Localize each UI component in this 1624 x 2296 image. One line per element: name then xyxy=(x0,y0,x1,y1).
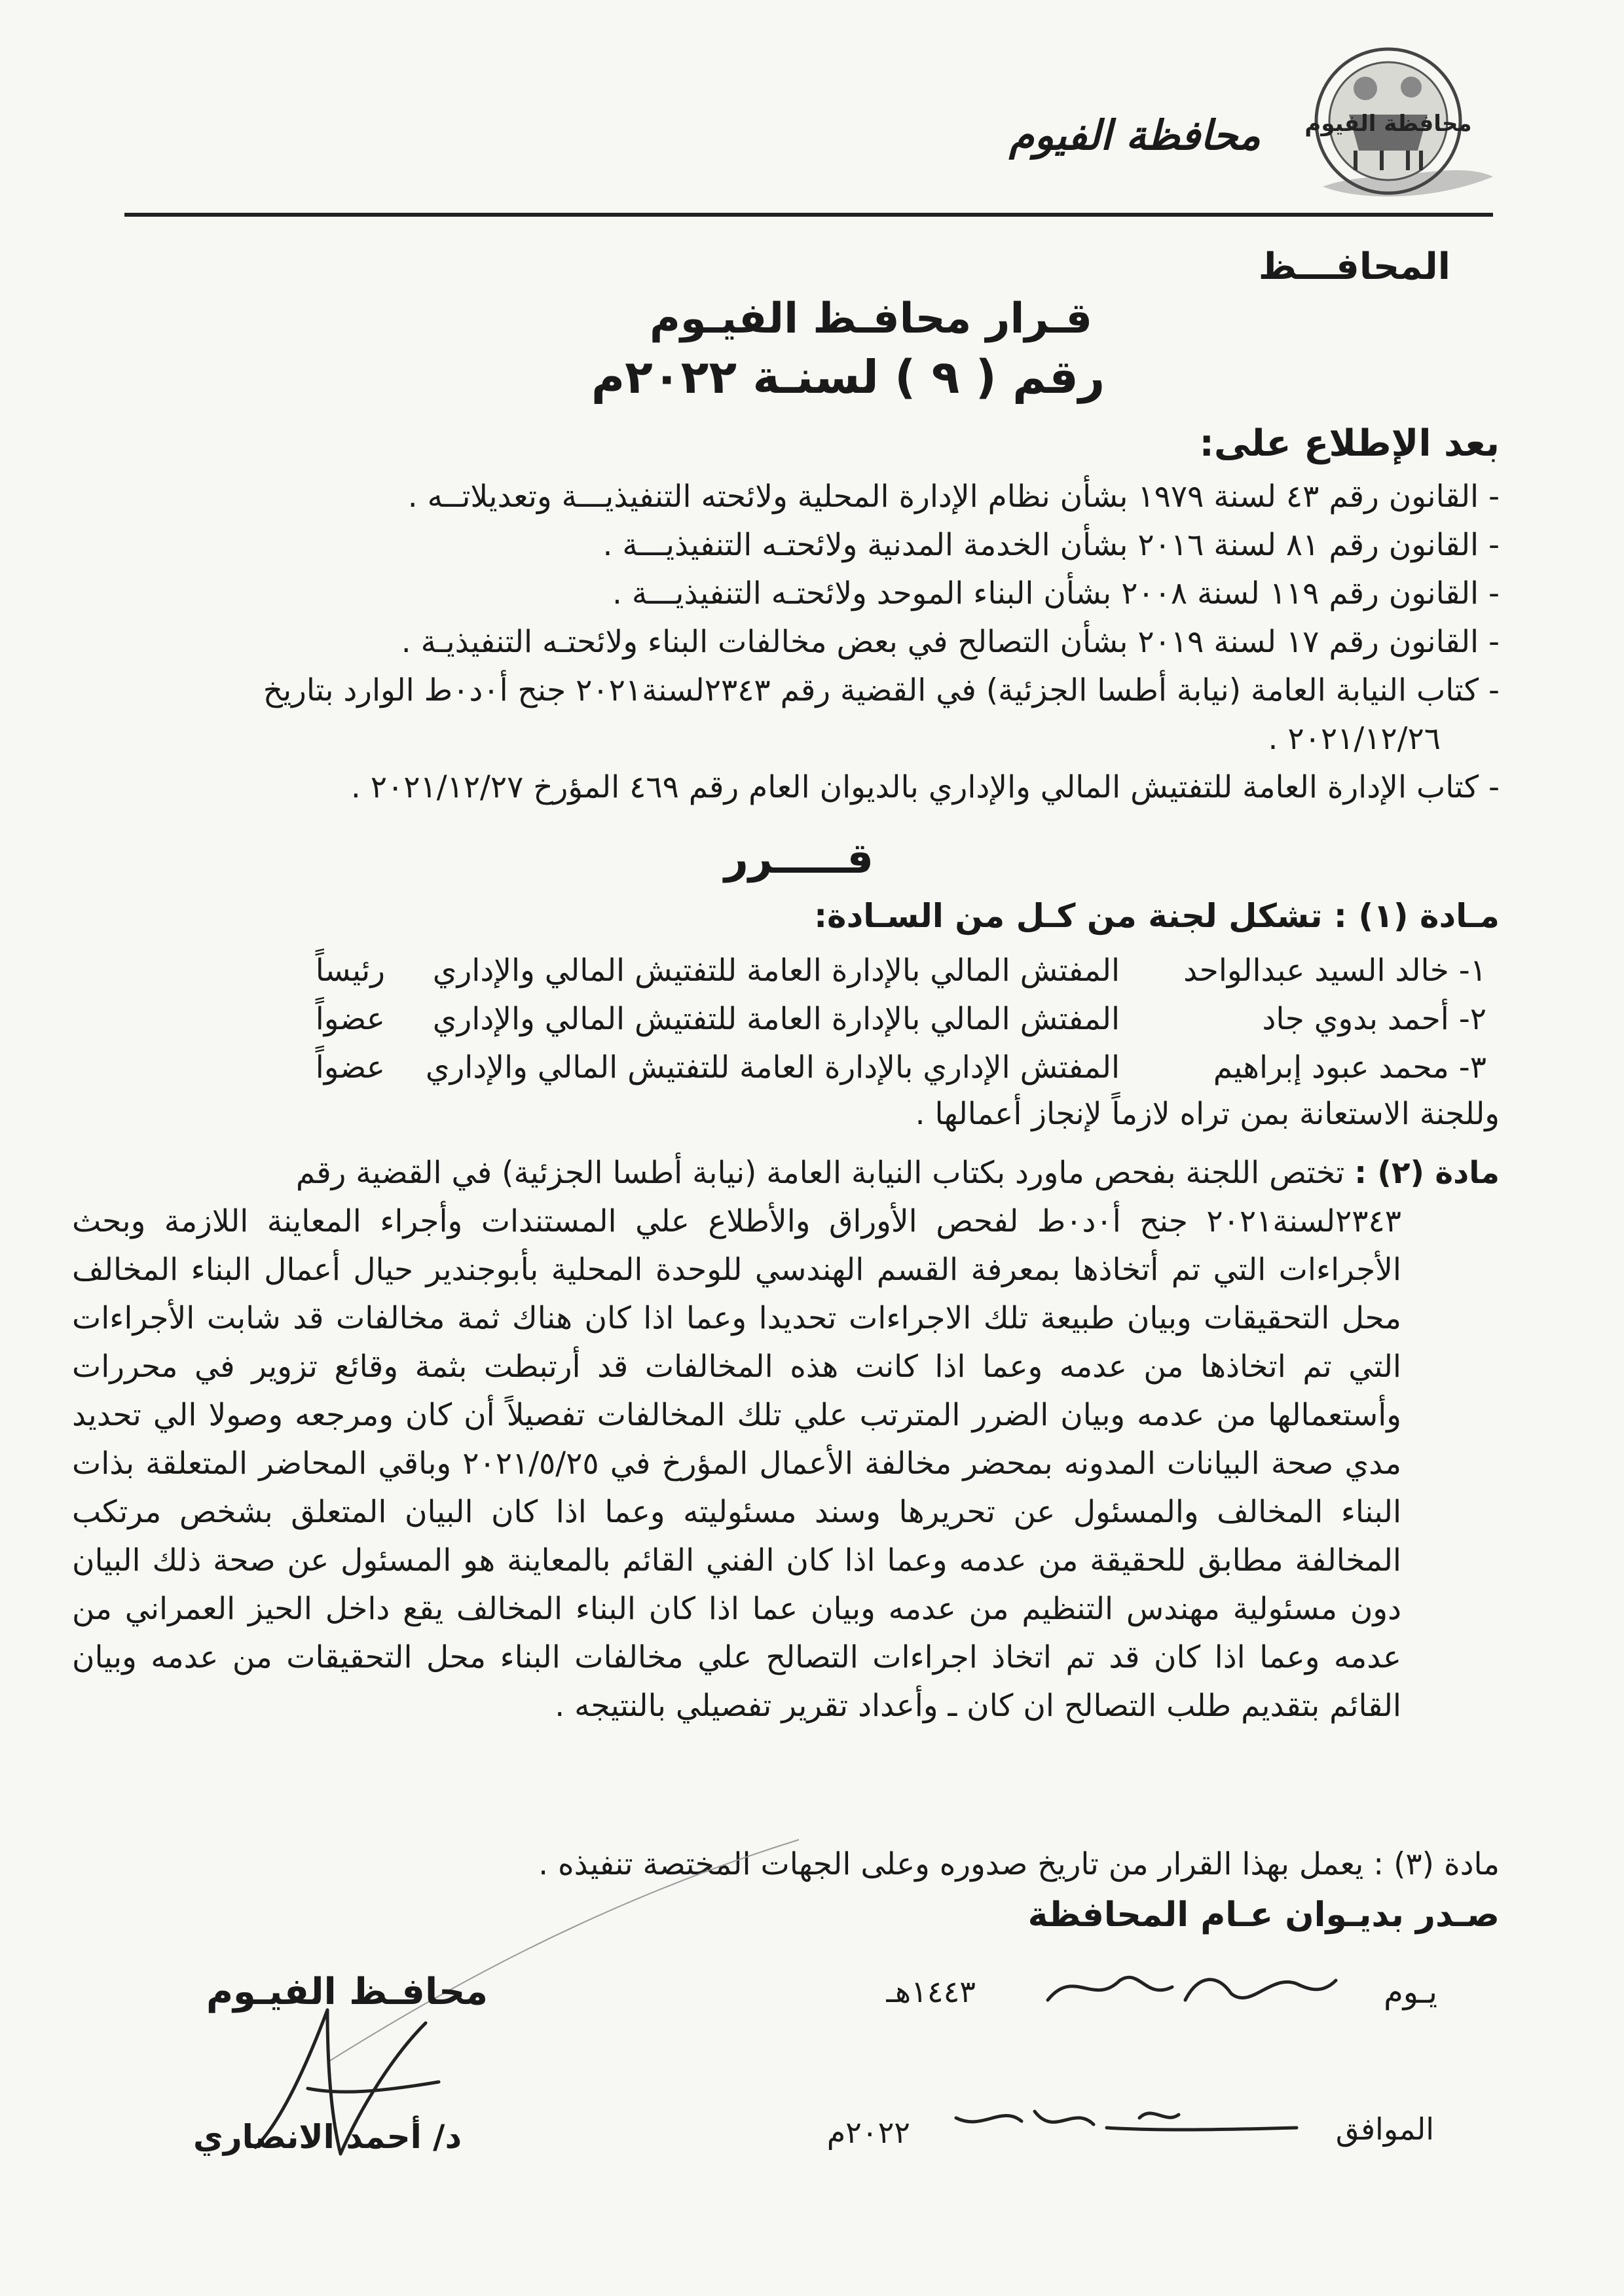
office-title: المحافـــظ xyxy=(1258,246,1450,288)
decided-heading: قـــــرر xyxy=(724,835,874,883)
article-2-first-line: تختص اللجنة بفحص ماورد بكتاب النيابة العامة (نيابة أطسا الجزئية) في القضية رقم xyxy=(295,1155,1345,1191)
issued-line: صـدر بديـوان عـام المحافظة xyxy=(1027,1895,1500,1935)
committee-members-table xyxy=(275,946,1500,1091)
reference-item: - القانون رقم ١٧ لسنة ٢٠١٩ بشأن التصالح في بعض مخالفات البناء ولائحتـه التنفيذيـة . xyxy=(401,624,1500,660)
references-list xyxy=(105,473,1500,812)
article-2-label: مادة (٢) : xyxy=(1354,1155,1500,1191)
committee-assistance-clause: وللجنة الاستعانة بمن تراه لازماً لإنجاز أعمالها . xyxy=(915,1096,1500,1132)
member-row xyxy=(275,994,1500,1043)
decree-title: قـرار محافـظ الفيـوم xyxy=(649,295,1093,343)
agree-prefix: الموافق xyxy=(1335,2111,1434,2147)
reference-item-continued: ٢٠٢١/١٢/٢٦ . xyxy=(1268,721,1441,757)
member-name: ٢- أحمد بدوي جاد xyxy=(1262,1000,1486,1037)
member-position: المفتش المالي بالإدارة العامة للتفتيش المالي والإداري xyxy=(432,952,1120,989)
reference-item: - كتاب الإدارة العامة للتفتيش المالي والإداري بالديوان العام رقم ٤٦٩ المؤرخ ٢٠٢١/١٢/٢٧ . xyxy=(350,769,1500,805)
member-role: عضواً xyxy=(315,1000,385,1037)
handwritten-hijri-date xyxy=(1035,1954,1342,2016)
member-row xyxy=(275,946,1500,994)
article-1-heading: مـادة (١) : تشكل لجنة من كـل من السـادة: xyxy=(814,897,1500,935)
member-position: المفتش المالي بالإدارة العامة للتفتيش المالي والإداري xyxy=(432,1000,1120,1037)
reference-item: - كتاب النيابة العامة (نيابة أطسا الجزئية) في القضية رقم ٢٣٤٣لسنة٢٠٢١ جنح أ٠د٠ط الوارد بتاريخ xyxy=(263,672,1500,708)
member-position: المفتش الإداري بالإدارة العامة للتفتيش المالي والإداري xyxy=(425,1049,1120,1085)
article-3: مادة (٣) : يعمل بهذا القرار من تاريخ صدوره وعلى الجهات المختصة تنفيذه . xyxy=(538,1846,1500,1882)
preamble-heading: بعد الإطلاع على: xyxy=(1199,422,1500,465)
reference-item: - القانون رقم ١١٩ لسنة ٢٠٠٨ بشأن البناء الموحد ولائحتـه التنفيذيـــة . xyxy=(612,575,1500,611)
article-2 xyxy=(72,1149,1500,1730)
member-name: ١- خالد السيد عبدالواحد xyxy=(1183,952,1486,989)
member-role: رئيساً xyxy=(315,952,385,989)
reference-item: - القانون رقم ٨١ لسنة ٢٠١٦ بشأن الخدمة المدنية ولائحتـه التنفيذيـــة . xyxy=(602,527,1500,563)
governorate-name: محافظة الفيوم xyxy=(1008,111,1261,159)
signatory-name: د/ أحمد الانصاري xyxy=(193,2118,462,2156)
header-divider xyxy=(124,213,1493,217)
signatory-title: محافـظ الفيـوم xyxy=(206,1971,489,2013)
gregorian-year: ٢٠٢٢م xyxy=(826,2115,910,2150)
hijri-year: ١٤٤٣هـ xyxy=(886,1974,976,2009)
reference-item: - القانون رقم ٤٣ لسنة ١٩٧٩ بشأن نظام الإدارة المحلية ولائحته التنفيذيـــة وتعديلاتــه . xyxy=(407,479,1500,515)
day-prefix: يـوم xyxy=(1384,1974,1437,2011)
seal-text: محافظة الفيوم xyxy=(1304,111,1472,137)
article-2-text: ٢٣٤٣لسنة٢٠٢١ جنح أ٠د٠ط لفحص الأوراق والأطلاع علي المستندات وأجراء المعاينة اللازمة وبحث الأجراءات التي تم أتخاذها بمعرفة القسم الهندسي للوحدة المحلية بأبوجندير حيال أعمال البناء المخالف محل التحقيقات وبيان طبيعة تلك الاجراءات تحديدا وعما اذا كان هناك ثمة مخالفات قد شابت الأجراءات التي تم اتخاذها من عدمه وعما اذا كانت هذه المخالفات قد أرتبطت بثمة وقائع تزوير في محررات وأستعمالها من عدمه وبيان الضرر المترتب علي تلك المخالفات تفصيلاً أن كان ومرجعه وصولا الي تحديد مدي صحة البيانات المدونه بمحضر مخالفة الأعمال المؤرخ في ٢٠٢١/٥/٢٥ وباقي المحاضر المتعلقة بذات البناء المخالف والمسئول عن تحريرها وسند مسئوليته وعما اذا كان البيان المتعلق بشخص مرتكب المخالفة مطابق للحقيقة من عدمه وعما اذا كان الفني القائم بالمعاينة هو المسئول عن صحة ذلك البيان دون مسئولية مهندس التنظيم من عدمه وبيان عما اذا كان البناء المخالف يقع داخل الحيز العمراني من عدمه وعما اذا كان قد تم اتخاذ اجراءات التصالح علي مخالفات البناء محل التحقيقات من عدمه وبيان القائم بتقديم طلب التصالح ان كان ـ وأعداد تقرير تفصيلي بالنتيجه . xyxy=(72,1203,1402,1724)
decree-number: رقم ( ٩ ) لسنـة ٢٠٢٢م xyxy=(591,350,1105,404)
member-role: عضواً xyxy=(315,1049,385,1085)
member-name: ٣- محمد عبود إبراهيم xyxy=(1213,1049,1486,1085)
handwritten-gregorian-date xyxy=(943,2092,1310,2144)
governorate-seal xyxy=(1277,36,1506,206)
member-row xyxy=(275,1043,1500,1091)
